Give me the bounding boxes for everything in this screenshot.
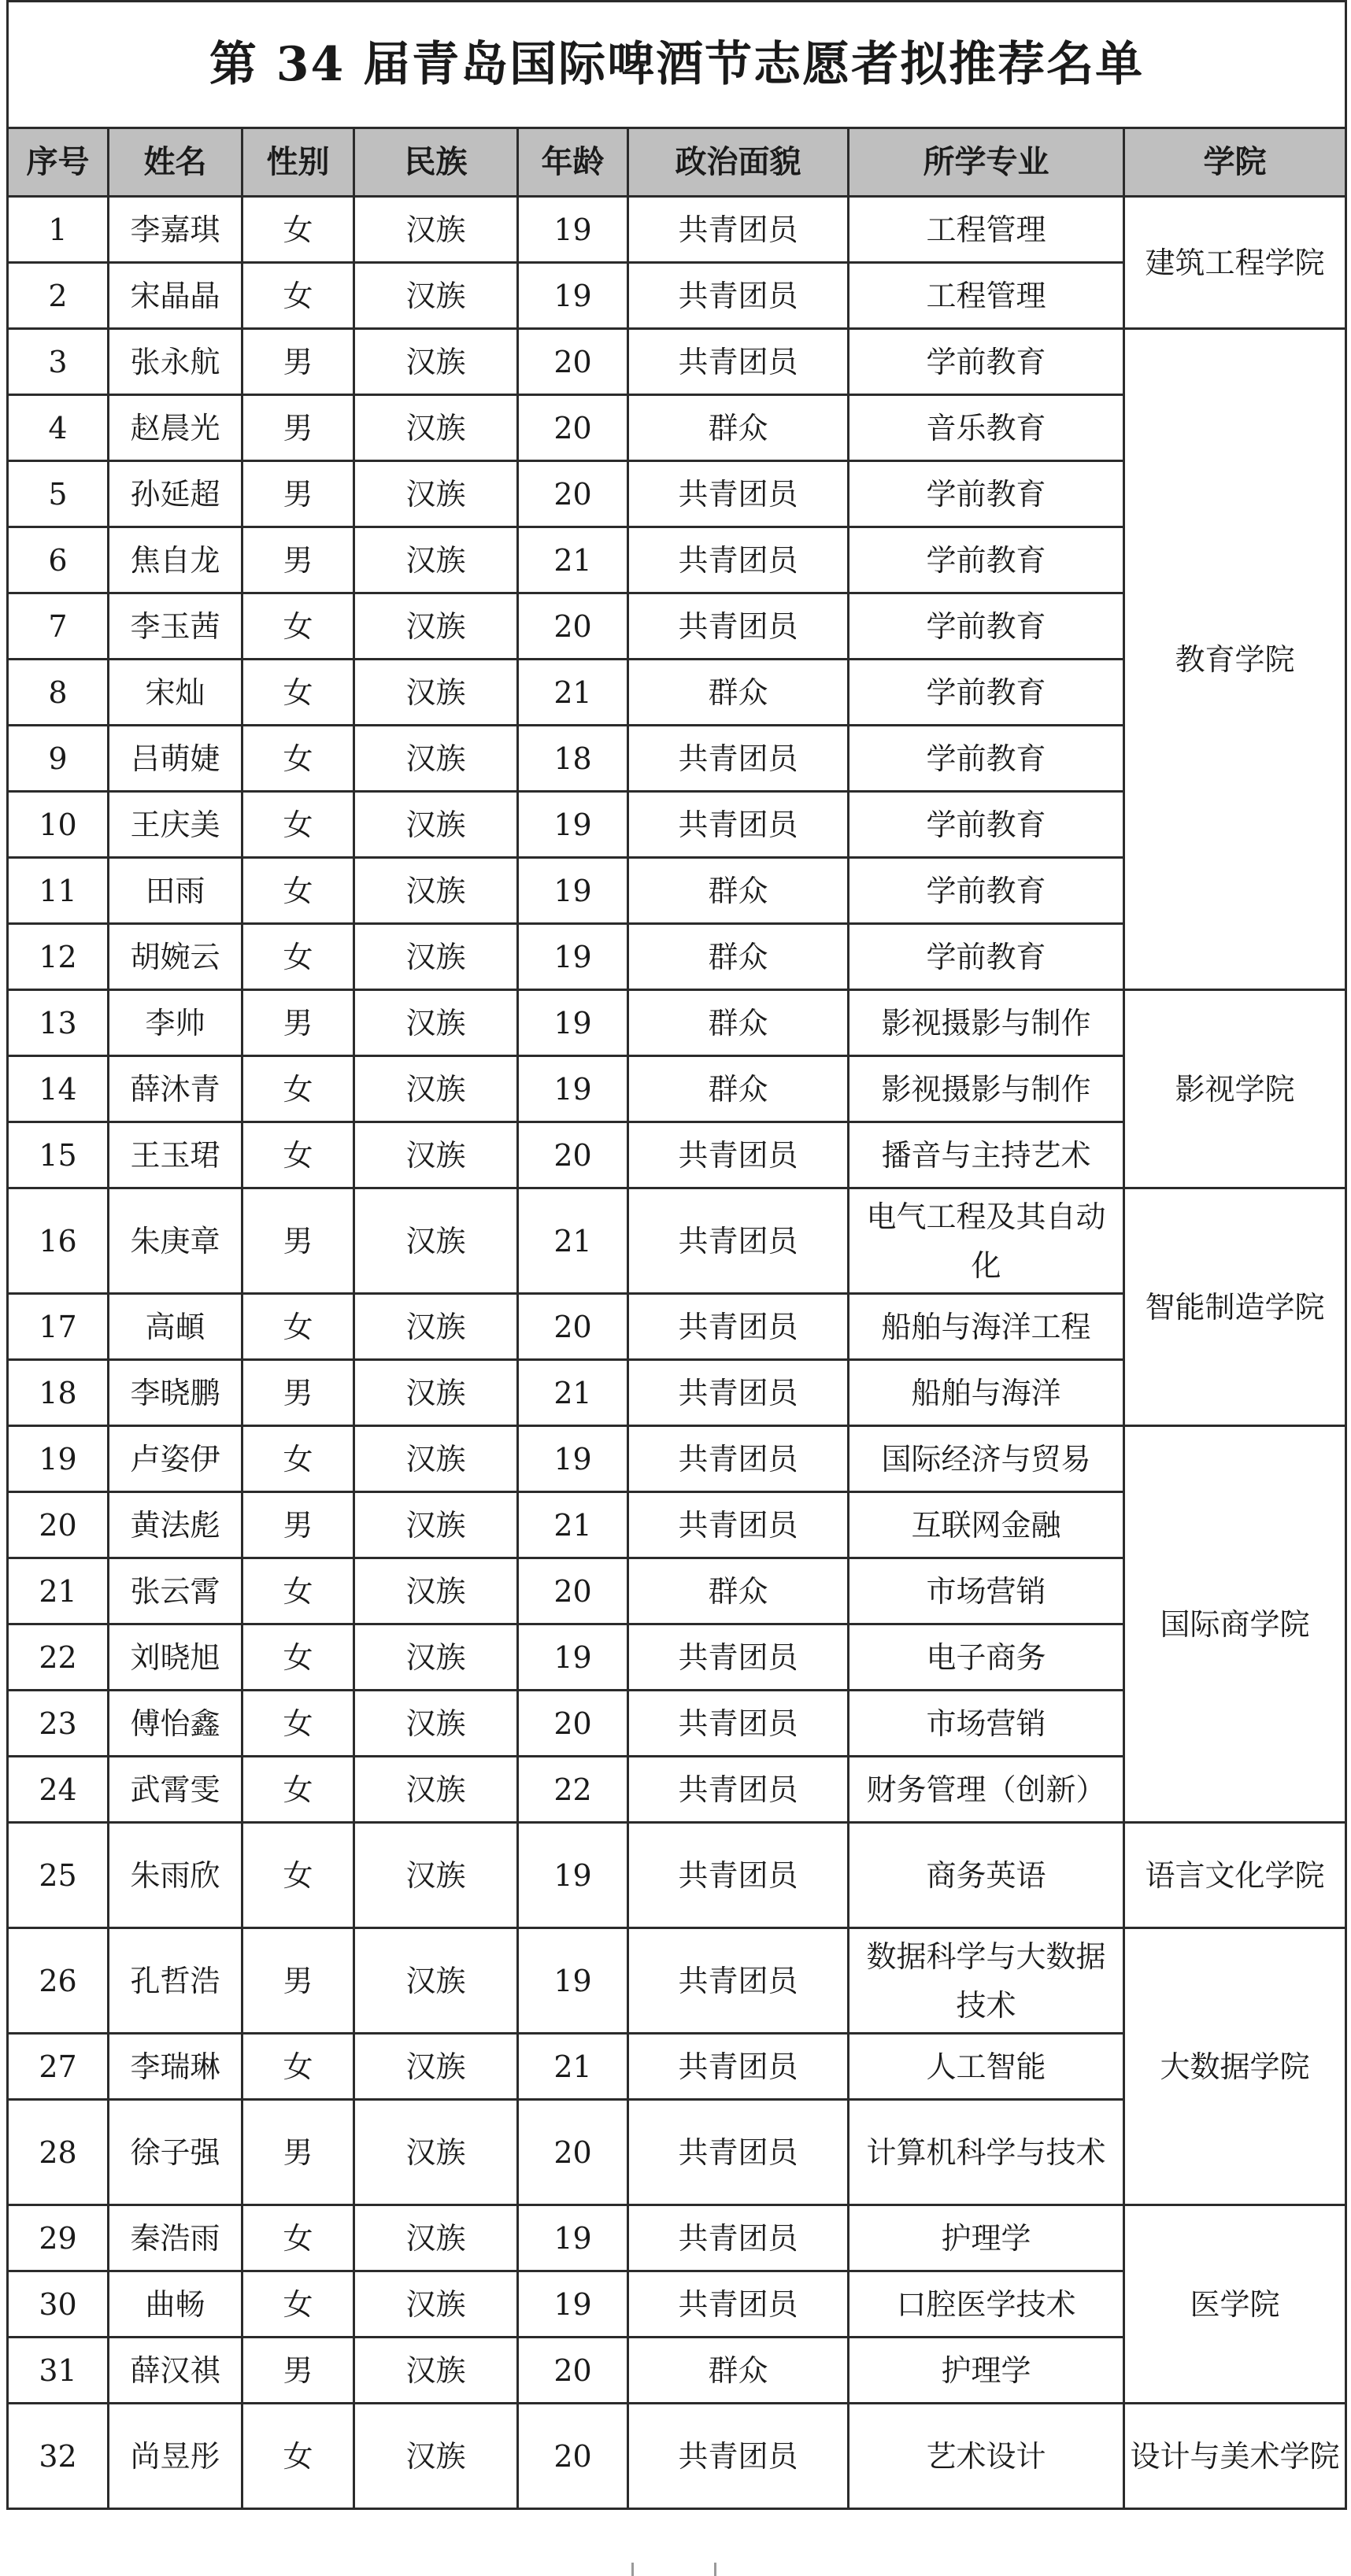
name-cell: 李瑞琳	[109, 2034, 242, 2100]
name-cell: 薛汉祺	[109, 2338, 242, 2404]
name-cell: 李帅	[109, 990, 242, 1056]
college-cell: 智能制造学院	[1124, 1188, 1346, 1426]
ethnicity-cell: 汉族	[354, 461, 518, 527]
gender-cell: 女	[242, 1823, 354, 1928]
political-status-cell: 共青团员	[628, 2100, 849, 2205]
ethnicity-cell: 汉族	[354, 197, 518, 263]
major-cell: 国际经济与贸易	[849, 1426, 1124, 1492]
name-cell: 曲畅	[109, 2271, 242, 2338]
ethnicity-cell: 汉族	[354, 1558, 518, 1624]
age-cell: 21	[518, 2034, 628, 2100]
age-cell: 20	[518, 395, 628, 461]
major-cell: 学前教育	[849, 461, 1124, 527]
row-number-cell: 28	[8, 2100, 109, 2205]
table-row	[8, 1823, 1346, 1928]
age-cell: 19	[518, 858, 628, 924]
ethnicity-cell: 汉族	[354, 660, 518, 726]
major-cell: 互联网金融	[849, 1492, 1124, 1558]
row-number-cell: 9	[8, 726, 109, 792]
ethnicity-cell: 汉族	[354, 1928, 518, 2034]
age-cell: 21	[518, 527, 628, 593]
gender-cell: 女	[242, 924, 354, 990]
gender-cell: 男	[242, 1928, 354, 2034]
major-cell: 影视摄影与制作	[849, 990, 1124, 1056]
major-cell: 学前教育	[849, 792, 1124, 858]
row-number-cell: 3	[8, 329, 109, 395]
political-status-cell: 共青团员	[628, 461, 849, 527]
ethnicity-cell: 汉族	[354, 1056, 518, 1122]
age-cell: 19	[518, 792, 628, 858]
name-cell: 尚昱彤	[109, 2404, 242, 2509]
age-cell: 19	[518, 1823, 628, 1928]
gender-cell: 男	[242, 990, 354, 1056]
volunteer-table	[6, 0, 1347, 2510]
ethnicity-cell: 汉族	[354, 2404, 518, 2509]
major-cell: 电气工程及其自动化	[849, 1188, 1124, 1294]
row-number-cell: 22	[8, 1624, 109, 1691]
row-number-cell: 17	[8, 1294, 109, 1360]
age-cell: 22	[518, 1757, 628, 1823]
major-cell: 播音与主持艺术	[849, 1122, 1124, 1188]
political-status-cell: 共青团员	[628, 593, 849, 660]
name-cell: 卢姿伊	[109, 1426, 242, 1492]
volunteer-list-sheet	[6, 0, 1345, 2510]
political-status-cell: 共青团员	[628, 1823, 849, 1928]
major-cell: 口腔医学技术	[849, 2271, 1124, 2338]
table-row	[8, 1928, 1346, 2034]
ethnicity-cell: 汉族	[354, 329, 518, 395]
major-cell: 学前教育	[849, 660, 1124, 726]
gender-cell: 女	[242, 1122, 354, 1188]
gender-cell: 女	[242, 1294, 354, 1360]
political-status-cell: 群众	[628, 395, 849, 461]
name-cell: 秦浩雨	[109, 2205, 242, 2271]
name-cell: 刘晓旭	[109, 1624, 242, 1691]
age-cell: 20	[518, 2100, 628, 2205]
ethnicity-cell: 汉族	[354, 792, 518, 858]
political-status-cell: 共青团员	[628, 527, 849, 593]
gender-cell: 女	[242, 660, 354, 726]
political-status-cell: 群众	[628, 990, 849, 1056]
row-number-cell: 10	[8, 792, 109, 858]
gender-cell: 男	[242, 527, 354, 593]
age-cell: 18	[518, 726, 628, 792]
gender-cell: 女	[242, 263, 354, 329]
age-cell: 21	[518, 1360, 628, 1426]
table-row	[8, 2205, 1346, 2271]
major-cell: 数据科学与大数据技术	[849, 1928, 1124, 2034]
age-cell: 19	[518, 1426, 628, 1492]
row-number-cell: 14	[8, 1056, 109, 1122]
name-cell: 徐子强	[109, 2100, 242, 2205]
political-status-cell: 共青团员	[628, 2271, 849, 2338]
major-cell: 学前教育	[849, 593, 1124, 660]
age-cell: 20	[518, 329, 628, 395]
table-row	[8, 2404, 1346, 2509]
ethnicity-cell: 汉族	[354, 2338, 518, 2404]
gender-cell: 女	[242, 1691, 354, 1757]
age-cell: 20	[518, 1294, 628, 1360]
row-number-cell: 13	[8, 990, 109, 1056]
ethnicity-cell: 汉族	[354, 1426, 518, 1492]
political-status-cell: 共青团员	[628, 1122, 849, 1188]
age-cell: 19	[518, 263, 628, 329]
name-cell: 张永航	[109, 329, 242, 395]
political-status-cell: 共青团员	[628, 1188, 849, 1294]
ethnicity-cell: 汉族	[354, 1624, 518, 1691]
political-status-cell: 共青团员	[628, 329, 849, 395]
age-cell: 20	[518, 1558, 628, 1624]
name-cell: 孔哲浩	[109, 1928, 242, 2034]
header-cell: 姓名	[109, 128, 242, 197]
gender-cell: 女	[242, 1426, 354, 1492]
college-cell: 影视学院	[1124, 990, 1346, 1188]
college-cell: 国际商学院	[1124, 1426, 1346, 1823]
row-number-cell: 30	[8, 2271, 109, 2338]
college-cell: 设计与美术学院	[1124, 2404, 1346, 2509]
row-number-cell: 32	[8, 2404, 109, 2509]
gender-cell: 男	[242, 395, 354, 461]
table-row	[8, 990, 1346, 1056]
ethnicity-cell: 汉族	[354, 726, 518, 792]
row-number-cell: 15	[8, 1122, 109, 1188]
major-cell: 电子商务	[849, 1624, 1124, 1691]
ethnicity-cell: 汉族	[354, 2205, 518, 2271]
major-cell: 学前教育	[849, 858, 1124, 924]
row-number-cell: 26	[8, 1928, 109, 2034]
header-cell: 年龄	[518, 128, 628, 197]
political-status-cell: 共青团员	[628, 1624, 849, 1691]
major-cell: 市场营销	[849, 1558, 1124, 1624]
gender-cell: 男	[242, 461, 354, 527]
college-cell: 大数据学院	[1124, 1928, 1346, 2205]
gender-cell: 女	[242, 1624, 354, 1691]
major-cell: 船舶与海洋工程	[849, 1294, 1124, 1360]
political-status-cell: 群众	[628, 2338, 849, 2404]
political-status-cell: 群众	[628, 1056, 849, 1122]
name-cell: 高頔	[109, 1294, 242, 1360]
row-number-cell: 4	[8, 395, 109, 461]
row-number-cell: 16	[8, 1188, 109, 1294]
ethnicity-cell: 汉族	[354, 593, 518, 660]
college-cell: 建筑工程学院	[1124, 197, 1346, 329]
row-number-cell: 8	[8, 660, 109, 726]
name-cell: 薛沐青	[109, 1056, 242, 1122]
gender-cell: 女	[242, 1056, 354, 1122]
age-cell: 20	[518, 2404, 628, 2509]
header-cell: 序号	[8, 128, 109, 197]
age-cell: 19	[518, 197, 628, 263]
political-status-cell: 群众	[628, 1558, 849, 1624]
name-cell: 宋灿	[109, 660, 242, 726]
political-status-cell: 共青团员	[628, 1928, 849, 2034]
ethnicity-cell: 汉族	[354, 1823, 518, 1928]
gender-cell: 女	[242, 792, 354, 858]
row-number-cell: 6	[8, 527, 109, 593]
table-row	[8, 197, 1346, 263]
gender-cell: 女	[242, 2034, 354, 2100]
gender-cell: 女	[242, 858, 354, 924]
row-number-cell: 2	[8, 263, 109, 329]
age-cell: 21	[518, 1188, 628, 1294]
ethnicity-cell: 汉族	[354, 395, 518, 461]
major-cell: 学前教育	[849, 726, 1124, 792]
ethnicity-cell: 汉族	[354, 1360, 518, 1426]
major-cell: 工程管理	[849, 197, 1124, 263]
ethnicity-cell: 汉族	[354, 1188, 518, 1294]
major-cell: 工程管理	[849, 263, 1124, 329]
header-cell: 政治面貌	[628, 128, 849, 197]
age-cell: 20	[518, 1691, 628, 1757]
major-cell: 财务管理（创新）	[849, 1757, 1124, 1823]
political-status-cell: 共青团员	[628, 1426, 849, 1492]
gender-cell: 女	[242, 1757, 354, 1823]
college-cell: 医学院	[1124, 2205, 1346, 2404]
ethnicity-cell: 汉族	[354, 858, 518, 924]
college-cell: 教育学院	[1124, 329, 1346, 990]
political-status-cell: 共青团员	[628, 726, 849, 792]
table-header-row	[8, 128, 1346, 197]
ethnicity-cell: 汉族	[354, 1691, 518, 1757]
college-cell: 语言文化学院	[1124, 1823, 1346, 1928]
row-number-cell: 25	[8, 1823, 109, 1928]
political-status-cell: 共青团员	[628, 792, 849, 858]
age-cell: 19	[518, 1056, 628, 1122]
ethnicity-cell: 汉族	[354, 924, 518, 990]
political-status-cell: 共青团员	[628, 1360, 849, 1426]
age-cell: 20	[518, 461, 628, 527]
ethnicity-cell: 汉族	[354, 527, 518, 593]
name-cell: 傅怡鑫	[109, 1691, 242, 1757]
political-status-cell: 群众	[628, 858, 849, 924]
table-row	[8, 1188, 1346, 1294]
gender-cell: 女	[242, 2271, 354, 2338]
gender-cell: 女	[242, 2205, 354, 2271]
political-status-cell: 群众	[628, 660, 849, 726]
political-status-cell: 群众	[628, 924, 849, 990]
political-status-cell: 共青团员	[628, 1294, 849, 1360]
table-row	[8, 329, 1346, 395]
page-bottom-tab-mark	[631, 2563, 716, 2576]
name-cell: 王玉珺	[109, 1122, 242, 1188]
age-cell: 19	[518, 2205, 628, 2271]
age-cell: 20	[518, 2338, 628, 2404]
row-number-cell: 23	[8, 1691, 109, 1757]
ethnicity-cell: 汉族	[354, 990, 518, 1056]
major-cell: 学前教育	[849, 527, 1124, 593]
gender-cell: 女	[242, 593, 354, 660]
name-cell: 朱庚章	[109, 1188, 242, 1294]
row-number-cell: 21	[8, 1558, 109, 1624]
ethnicity-cell: 汉族	[354, 1122, 518, 1188]
political-status-cell: 共青团员	[628, 263, 849, 329]
name-cell: 武霄雯	[109, 1757, 242, 1823]
ethnicity-cell: 汉族	[354, 263, 518, 329]
row-number-cell: 18	[8, 1360, 109, 1426]
name-cell: 焦自龙	[109, 527, 242, 593]
political-status-cell: 共青团员	[628, 1691, 849, 1757]
major-cell: 船舶与海洋	[849, 1360, 1124, 1426]
gender-cell: 男	[242, 2100, 354, 2205]
ethnicity-cell: 汉族	[354, 1757, 518, 1823]
gender-cell: 男	[242, 329, 354, 395]
name-cell: 王庆美	[109, 792, 242, 858]
name-cell: 宋晶晶	[109, 263, 242, 329]
major-cell: 护理学	[849, 2205, 1124, 2271]
age-cell: 19	[518, 2271, 628, 2338]
age-cell: 21	[518, 1492, 628, 1558]
political-status-cell: 共青团员	[628, 1757, 849, 1823]
major-cell: 计算机科学与技术	[849, 2100, 1124, 2205]
row-number-cell: 19	[8, 1426, 109, 1492]
row-number-cell: 29	[8, 2205, 109, 2271]
header-cell: 性别	[242, 128, 354, 197]
name-cell: 田雨	[109, 858, 242, 924]
name-cell: 吕萌婕	[109, 726, 242, 792]
gender-cell: 男	[242, 1492, 354, 1558]
name-cell: 李玉茜	[109, 593, 242, 660]
row-number-cell: 12	[8, 924, 109, 990]
table-body	[8, 197, 1346, 2509]
row-number-cell: 11	[8, 858, 109, 924]
age-cell: 20	[518, 1122, 628, 1188]
row-number-cell: 20	[8, 1492, 109, 1558]
major-cell: 护理学	[849, 2338, 1124, 2404]
major-cell: 学前教育	[849, 329, 1124, 395]
page-title: 第 34 届青岛国际啤酒节志愿者拟推荐名单	[8, 2, 1346, 128]
political-status-cell: 共青团员	[628, 2034, 849, 2100]
major-cell: 音乐教育	[849, 395, 1124, 461]
row-number-cell: 27	[8, 2034, 109, 2100]
header-cell: 学院	[1124, 128, 1346, 197]
gender-cell: 女	[242, 726, 354, 792]
major-cell: 学前教育	[849, 924, 1124, 990]
age-cell: 20	[518, 593, 628, 660]
age-cell: 19	[518, 924, 628, 990]
name-cell: 黄法彪	[109, 1492, 242, 1558]
name-cell: 胡婉云	[109, 924, 242, 990]
row-number-cell: 5	[8, 461, 109, 527]
table-row	[8, 1426, 1346, 1492]
political-status-cell: 共青团员	[628, 1492, 849, 1558]
ethnicity-cell: 汉族	[354, 1294, 518, 1360]
gender-cell: 女	[242, 197, 354, 263]
major-cell: 市场营销	[849, 1691, 1124, 1757]
political-status-cell: 共青团员	[628, 2205, 849, 2271]
gender-cell: 男	[242, 1188, 354, 1294]
gender-cell: 女	[242, 2404, 354, 2509]
gender-cell: 男	[242, 1360, 354, 1426]
row-number-cell: 31	[8, 2338, 109, 2404]
row-number-cell: 24	[8, 1757, 109, 1823]
gender-cell: 男	[242, 2338, 354, 2404]
age-cell: 21	[518, 660, 628, 726]
ethnicity-cell: 汉族	[354, 2034, 518, 2100]
row-number-cell: 7	[8, 593, 109, 660]
ethnicity-cell: 汉族	[354, 2271, 518, 2338]
name-cell: 赵晨光	[109, 395, 242, 461]
political-status-cell: 共青团员	[628, 2404, 849, 2509]
name-cell: 李晓鹏	[109, 1360, 242, 1426]
major-cell: 人工智能	[849, 2034, 1124, 2100]
political-status-cell: 共青团员	[628, 197, 849, 263]
major-cell: 商务英语	[849, 1823, 1124, 1928]
ethnicity-cell: 汉族	[354, 1492, 518, 1558]
name-cell: 朱雨欣	[109, 1823, 242, 1928]
age-cell: 19	[518, 1928, 628, 2034]
age-cell: 19	[518, 1624, 628, 1691]
name-cell: 李嘉琪	[109, 197, 242, 263]
gender-cell: 女	[242, 1558, 354, 1624]
name-cell: 孙延超	[109, 461, 242, 527]
ethnicity-cell: 汉族	[354, 2100, 518, 2205]
row-number-cell: 1	[8, 197, 109, 263]
major-cell: 影视摄影与制作	[849, 1056, 1124, 1122]
name-cell: 张云霄	[109, 1558, 242, 1624]
major-cell: 艺术设计	[849, 2404, 1124, 2509]
header-cell: 民族	[354, 128, 518, 197]
age-cell: 19	[518, 990, 628, 1056]
header-cell: 所学专业	[849, 128, 1124, 197]
